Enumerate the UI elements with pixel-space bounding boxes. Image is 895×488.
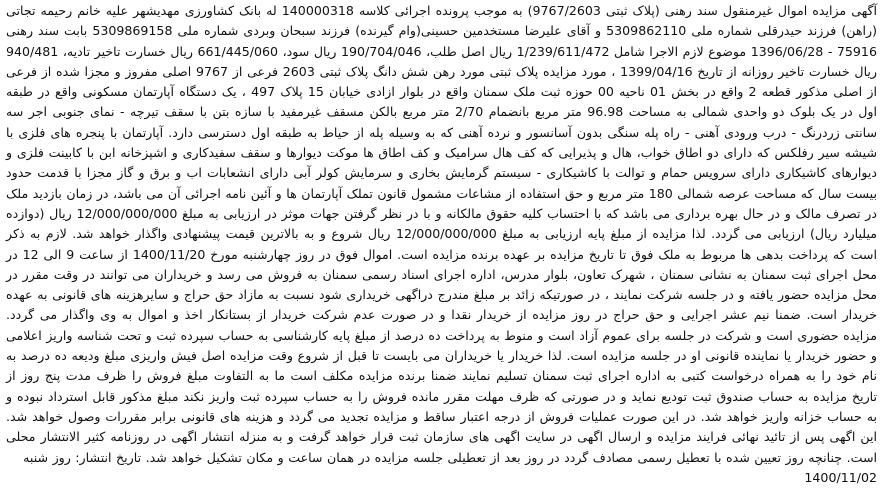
- notice-body-text: آگهی مزایده اموال غیرمنقول سند رهنی (پلاک ثبتی 9767/2603) به موجب پرونده اجرائی کلاسه 140000318 له بانک کشاورزی مهدیشهر علیه خانم رحیمه تجاتی (راهن) فرزند حیدرقلی شماره ملی 5309862110 و آقای علیرضا مستخدمین حسینی(وام گیرنده) فرزند سبحان وبردی شماره ملی 5309869158 بابت سند رهنی 75916 - 1396/06/28 موضوع لازم الاجرا شامل 1/239/611/472 ریال اصل طلب، 190/704/046 ریال سود، 661/445/060 ریال خسارت تاخیر تادیه، 940/481 ریال خسارت تاخیر روزانه از تاریخ 1399/04/16 ، مورد مزایده پلاک ثبتی مورد رهن شش دانگ پلاک ثبتی 2603 فرعی از 9767 اصلی مفروز و مجزا شده از فرعی از اصلی مذکور قطعه 2 واقع در بخش 01 ناحیه 00 حوزه ثبت ملک سمنان واقع در بلوار ازادی خیابان 15 پلاک 497 ، یک دستگاه آپارتمان مسکونی واقع در طبقه اول در یک بلوک دو واحدی شمالی به مساحت 96.98 متر مربع بانضمام 2/70 متر مربع بالکن مسقف غیرمفید با سازه بتن با سقف تیرچه - نمای جنوبی اجر سه سانتی زردرنگ - درب ورودی آهنی - راه پله سنگی بدون آسانسور و نرده آهنی که به وسیله پله از حیاط به طبقه اول دسترسی دارد. آپارتمان با پنجره های فلزی با شیشه سیر رفلکس که دارای دو اطاق خواب، هال و پذیرایی که کف هال سرامیک و کف اطاق ها موکت دیوارها و سقف سفیدکاری و اشپزخانه ابن با کابینت فلزی و دیوارهای کاشیکاری دارای سرویس حمام و توالت با کاشیکاری - سیستم گرمایش بخاری و سرمایش کولر آبی دارای انشعابات اب و برق و گاز مجزا با قدمت حدود بیست سال که مساحت عرصه شمالی 180 متر مربع و حق استفاده از مشاعات مشمول قانون تملک آپارتمان ها و آئین نامه اجرائی آن می باشد، در زمان بازدید ملک در تصرف مالک و در حال بهره برداری می باشد که با احتساب کلیه حقوق مالکانه و با در نظر گرفتن جهات موثر در ارزیابی به مبلغ 12/000/000/000 ریال (دوازده میلیارد ریال) ارزیابی می گردد. لذا مزایده از مبلغ پایه ارزیابی به مبلغ 12/000/000/000 ریال شروع و به بالاترین قیمت پیشنهادی واگذار خواهد شد. لازم به ذکر است که پرداخت بدهی ها مربوط به ملک فوق تا تاریخ مزایده بر عهده برنده مزایده است. اموال فوق در روز چهارشنبه مورخ 1400/11/20 از ساعت 9 الی 12 در محل اجرای ثبت سمنان به نشانی سمنان ، شهرک تعاون، بلوار مدرس، اداره اجرای اسناد رسمی سمنان به فروش می رسد و خریداران می توانند در وقت مقرر در محل مزایده حضور یافته و در جلسه شرکت نمایند ، در صورتیکه زائد بر مبلغ مندرج دراگهی خریداری شود نسبت به مازاد حق حراج و سایرهزینه های قانونی به عهده خریدار است. ضمنا نیم عشر اجرایی و حق حراج در روز مزایده از خریدار نقدا و در صورت عدم شرکت خریدار از بستانکار اخذ و اموال به وی واگذار می گردد. مزایده حضوری است و شرکت در جلسه برای عموم آزاد است و منوط به پرداخت ده درصد از مبلغ پایه کارشناسی به حساب سپرده ثبت و تحت شناسه واریز اعلامی و حضور خریدار یا نماینده قانونی او در جلسه مزایده است. لذا خریدار یا خریداران می بایست تا قبل از شروع وقت مزایده اصل فیش واریزی مبلغ ودیعه ده درصد به نام خود را به همراه درخواست کتبی به اداره اجرای ثبت سمنان تسلیم نمایند ضمنا برنده مزایده مکلف است ما به التفاوت مبلغ فروش را ظرف مدت پنج روز از تاریخ مزایده به حساب صندوق ثبت تودیع نماید و در صورتی که ظرف مهلت مقرر مانده فروش را به حساب سپرده ثبت واریز نکند مبلغ مذکور قابل استرداد نبوده و به حساب خزانه واریز خواهد شد. در این صورت عملیات فروش از درجه اعتبار ساقط و مزایده تجدید می گردد و هزینه های قانونی برابر مقررات وصول خواهد شد. این اگهی پس از تائید نهائی فرایند مزایده و ارسال اگهی در سایت اگهی های سازمان ثبت قرار خواهد گرفت و به منزله انتشار اگهی در روزنامه کثیر الانتشار محلی است. چنانچه روز تعیین شده با تعطیل رسمی مصادف گردد در روز بعد از تعطیلی جلسه مزایده در همان ساعت و مکان تشکیل خواهد شد. تاریخ انتشار: روز شنبه: [6, 3, 878, 465]
- publication-date: 1400/11/02: [804, 469, 877, 485]
